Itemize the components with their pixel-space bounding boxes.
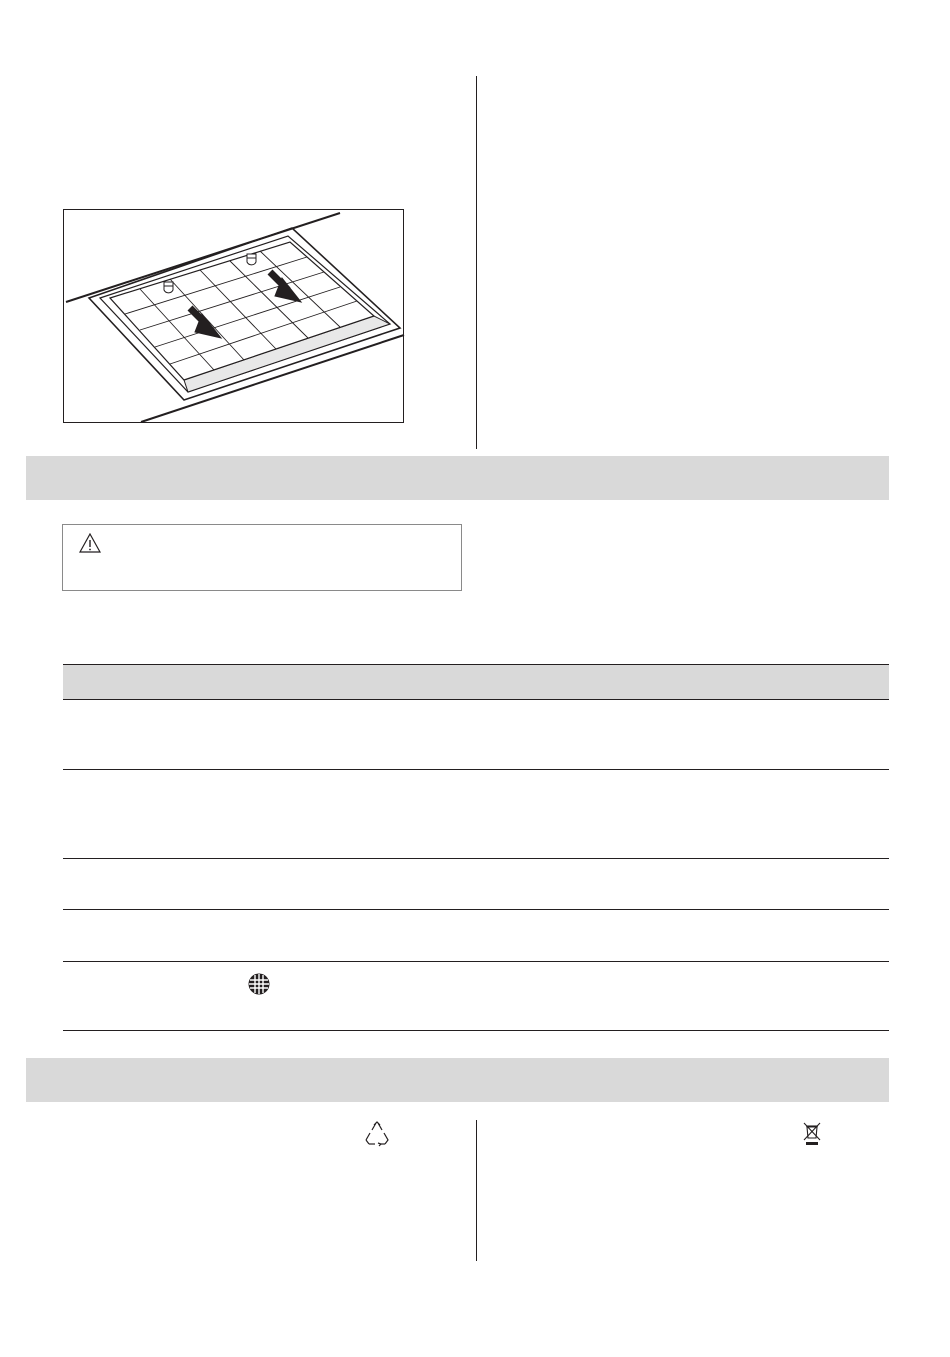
column-divider-bottom xyxy=(476,1120,477,1261)
table-header xyxy=(63,664,889,700)
crossed-out-bin-icon xyxy=(803,1122,821,1146)
grid-symbol-icon xyxy=(247,972,271,996)
section-heading-band xyxy=(26,1058,889,1102)
recycle-symbol-icon xyxy=(364,1121,390,1147)
warning-triangle-icon xyxy=(79,533,101,553)
table-bottom-rule xyxy=(63,1030,889,1031)
table-row-divider xyxy=(63,769,889,770)
filter-figure xyxy=(63,209,404,423)
section-heading-band xyxy=(26,456,889,500)
warning-box xyxy=(62,524,462,591)
table-row-divider xyxy=(63,858,889,859)
column-divider-top xyxy=(476,76,477,449)
filter-removal-illustration xyxy=(64,210,405,424)
table-row-divider xyxy=(63,961,889,962)
table-row-divider xyxy=(63,909,889,910)
